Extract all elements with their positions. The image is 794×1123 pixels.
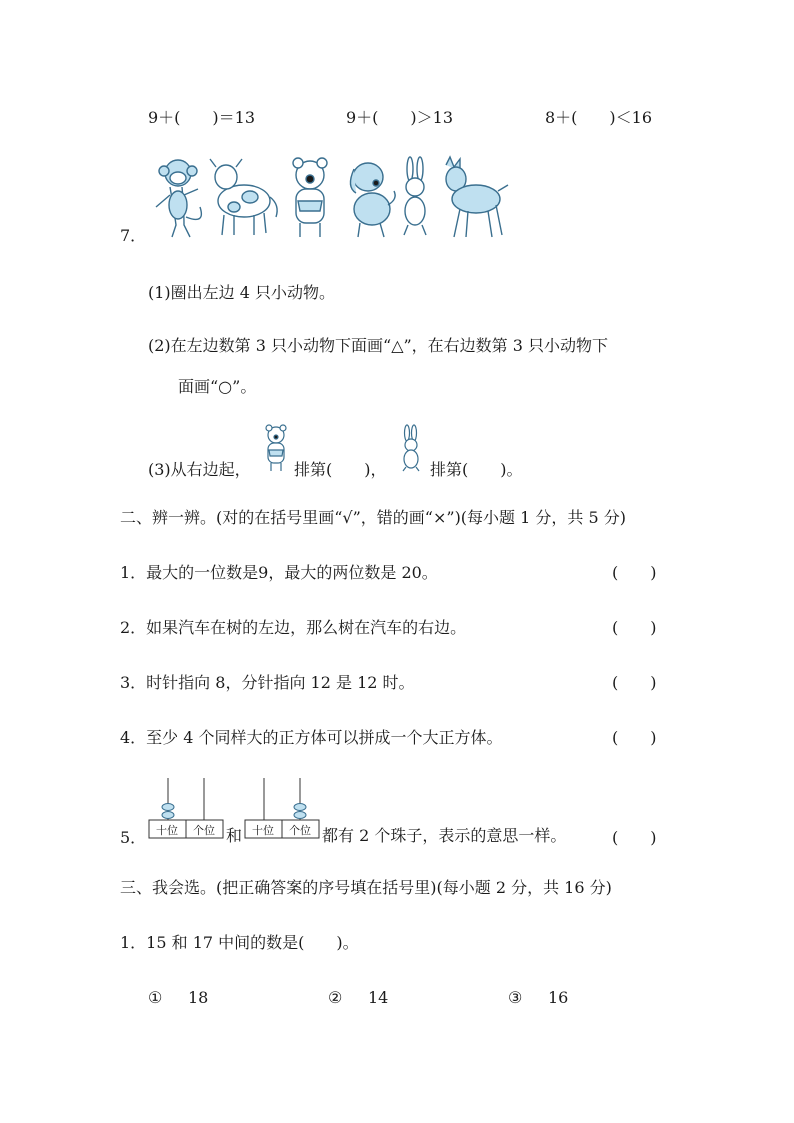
q7-sub3-prefix: (3)从右边起，: [148, 460, 251, 479]
section3-q1: 1．15 和 17 中间的数是( )。: [120, 933, 359, 952]
q7-number: 7．: [120, 226, 147, 245]
q7-sub2-line1: (2)在左边数第 3 只小动物下面画“△”，在右边数第 3 只小动物下: [148, 336, 609, 355]
cow-icon: [210, 159, 277, 235]
q7-sub3-mid: 排第( )，: [294, 460, 387, 479]
answer-bracket-1: ( ): [612, 563, 657, 582]
section2-item-5-connector: 和: [226, 826, 243, 845]
answer-bracket-4: ( ): [612, 728, 657, 747]
rabbit-small-icon: [398, 424, 424, 472]
bear-small-icon: [262, 424, 290, 472]
section2-item-5-number: 5．: [120, 828, 147, 847]
option-3-value: 16: [548, 988, 569, 1007]
section2-item-5-text: 都有 2 个珠子，表示的意思一样。: [322, 826, 567, 845]
bead: [294, 804, 306, 811]
answer-bracket-5: ( ): [612, 828, 657, 847]
bead: [162, 812, 174, 819]
rabbit-icon: [404, 157, 426, 235]
option-3-mark: ③: [508, 988, 523, 1007]
section3-title: 三、我会选。(把正确答案的序号填在括号里)(每小题 2 分，共 16 分): [120, 878, 612, 897]
section2-item-4: 4．至少 4 个同样大的正方体可以拼成一个大正方体。: [120, 728, 503, 747]
monkey-icon: [156, 160, 201, 237]
section2-item-1: 1．最大的一位数是9，最大的两位数是 20。: [120, 563, 438, 582]
answer-bracket-3: ( ): [612, 673, 657, 692]
abacus-2-ones-label: 个位: [289, 824, 311, 837]
inequality-2: 9＋( )＞13: [346, 108, 454, 127]
bear-icon: [293, 158, 327, 237]
abacus-2: [244, 776, 320, 840]
option-1-value: 18: [188, 988, 209, 1007]
dog-icon: [350, 163, 395, 237]
option-2-value: 14: [368, 988, 389, 1007]
q7-sub2-line2: 面画“○”。: [178, 377, 257, 396]
bead: [294, 812, 306, 819]
animals-illustration: [150, 155, 510, 241]
donkey-icon: [446, 157, 508, 237]
section2-item-2: 2．如果汽车在树的左边，那么树在汽车的右边。: [120, 618, 467, 637]
inequality-3: 8＋( )＜16: [545, 108, 653, 127]
option-1-mark: ①: [148, 988, 163, 1007]
abacus-1-tens-label: 十位: [156, 824, 178, 837]
section2-title: 二、辨一辨。(对的在括号里画“√”，错的画“×”)(每小题 1 分，共 5 分): [120, 508, 626, 527]
inequality-1: 9＋( )＝13: [148, 108, 256, 127]
q7-sub1: (1)圈出左边 4 只小动物。: [148, 283, 336, 302]
bead: [162, 804, 174, 811]
section2-item-3: 3．时针指向 8，分针指向 12 是 12 时。: [120, 673, 415, 692]
abacus-1-ones-label: 个位: [193, 824, 215, 837]
answer-bracket-2: ( ): [612, 618, 657, 637]
abacus-1: [148, 776, 224, 840]
q7-sub3-end: 排第( )。: [430, 460, 523, 479]
abacus-2-tens-label: 十位: [252, 824, 274, 837]
option-2-mark: ②: [328, 988, 343, 1007]
